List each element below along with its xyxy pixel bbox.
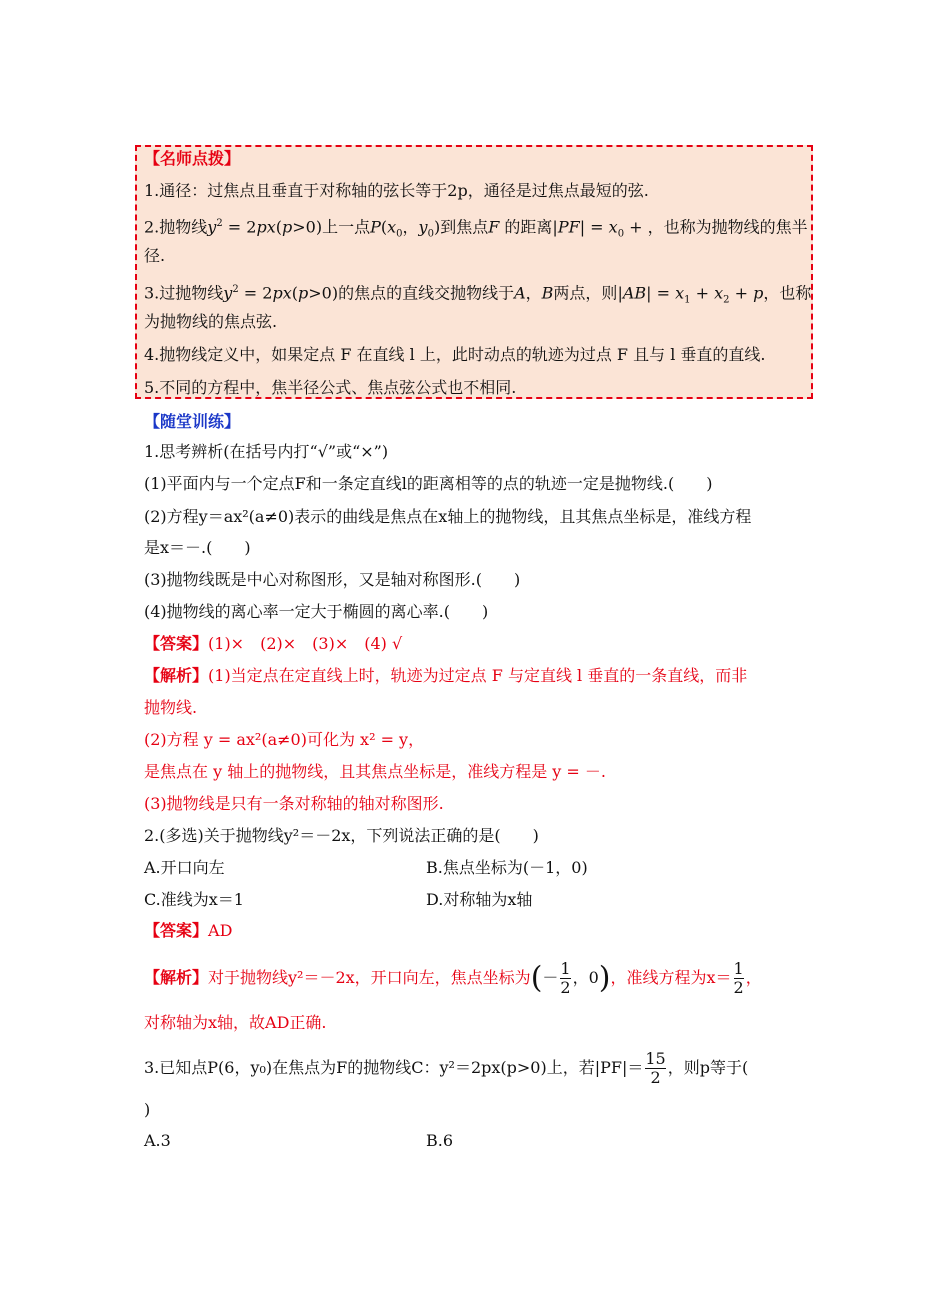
fraction-half-2: $\frac{1}{2}$: [733, 959, 744, 997]
explanation-1-cont: 抛物线.: [144, 698, 198, 717]
q2-title: 2.(多选)关于抛物线y²＝－2x，下列说法正确的是( ): [144, 826, 539, 845]
tip-item-1: 1.通径：过焦点且垂直于对称轴的弦长等于2p，通径是过焦点最短的弦.: [144, 181, 649, 200]
q1-2-cont: 是x＝－.( ): [144, 538, 251, 557]
q3-option-a: A.3: [144, 1131, 171, 1150]
explanation-2-cont: 对称轴为x轴，故AD正确.: [144, 1013, 327, 1032]
fraction-half: $\frac{1}{2}$: [560, 959, 571, 997]
q2-option-c: C.准线为x＝1: [144, 890, 244, 909]
q3-title: 3.已知点P(6，y₀)在焦点为F的抛物线C：y²＝2px(p>0)上，若|PF|＝ $\frac{15}{2}$ ，则p等于(: [144, 1049, 749, 1087]
tip-item-3-cont: 为抛物线的焦点弦.: [144, 312, 278, 331]
q1-1: (1)平面内与一个定点F和一条定直线l的距离相等的点的轨迹一定是抛物线.( ): [144, 474, 713, 493]
practice-title: 【随堂训练】: [144, 412, 241, 431]
q2-option-d: D.对称轴为x轴: [426, 890, 533, 909]
q3-title-cont: ): [144, 1100, 151, 1119]
answer-1: 【答案】(1)× (2)× (3)× (4) √: [144, 634, 403, 653]
q2-option-a: A.开口向左: [144, 858, 225, 877]
tip-item-5: 5.不同的方程中，焦半径公式、焦点弦公式也不相同.: [144, 378, 517, 397]
q1-2: (2)方程y＝ax²(a≠0)表示的曲线是焦点在x轴上的抛物线，且其焦点坐标是，准线方程: [144, 507, 752, 526]
tip-title: 【名师点拨】: [144, 149, 241, 168]
q3-option-b: B.6: [426, 1131, 454, 1150]
q1-3: (3)抛物线既是中心对称图形，又是轴对称图形.( ): [144, 570, 521, 589]
tip-item-3: 3.过抛物线$y^2 = 2px(p>0)$的焦点的直线交抛物线于A，B两点，则$|AB| = x_1 + x_2 + p$，也称: [144, 283, 812, 306]
q1-4: (4)抛物线的离心率一定大于椭圆的离心率.( ): [144, 602, 489, 621]
explanation-2: 【解析】对于抛物线y²＝－2x，开口向左，焦点坐标为(－ $\frac{1}{2}$ ，0)，准线方程为x＝ $\frac{1}{2}$ ，: [144, 959, 762, 997]
answer-2: 【答案】AD: [144, 921, 233, 940]
tip-item-2: 2.抛物线$y^2 = 2px(p>0)$上一点$P(x_0$，$y_0$)到焦点F 的距离$|PF| = x_0$ + ，也称为抛物线的焦半: [144, 217, 808, 240]
explanation-1-2: (2)方程 y = ax²(a≠0)可化为 x² = y，: [144, 730, 425, 749]
explanation-1: 【解析】(1)当定点在定直线上时，轨迹为过定点 F 与定直线 l 垂直的一条直线，而非: [144, 666, 748, 685]
tip-item-4: 4.抛物线定义中，如果定点 F 在直线 l 上，此时动点的轨迹为过点 F 且与 l 垂直的直线.: [144, 345, 766, 364]
fraction-15-2: $\frac{15}{2}$: [645, 1049, 666, 1087]
tip-item-2-cont: 径.: [144, 246, 166, 265]
q1-title: 1.思考辨析(在括号内打“√”或“×”): [144, 442, 389, 461]
explanation-1-2-cont: 是焦点在 y 轴上的抛物线，且其焦点坐标是，准线方程是 y = －.: [144, 762, 607, 781]
q2-option-b: B.焦点坐标为(－1，0): [426, 858, 588, 877]
explanation-1-3: (3)抛物线是只有一条对称轴的轴对称图形.: [144, 794, 444, 813]
